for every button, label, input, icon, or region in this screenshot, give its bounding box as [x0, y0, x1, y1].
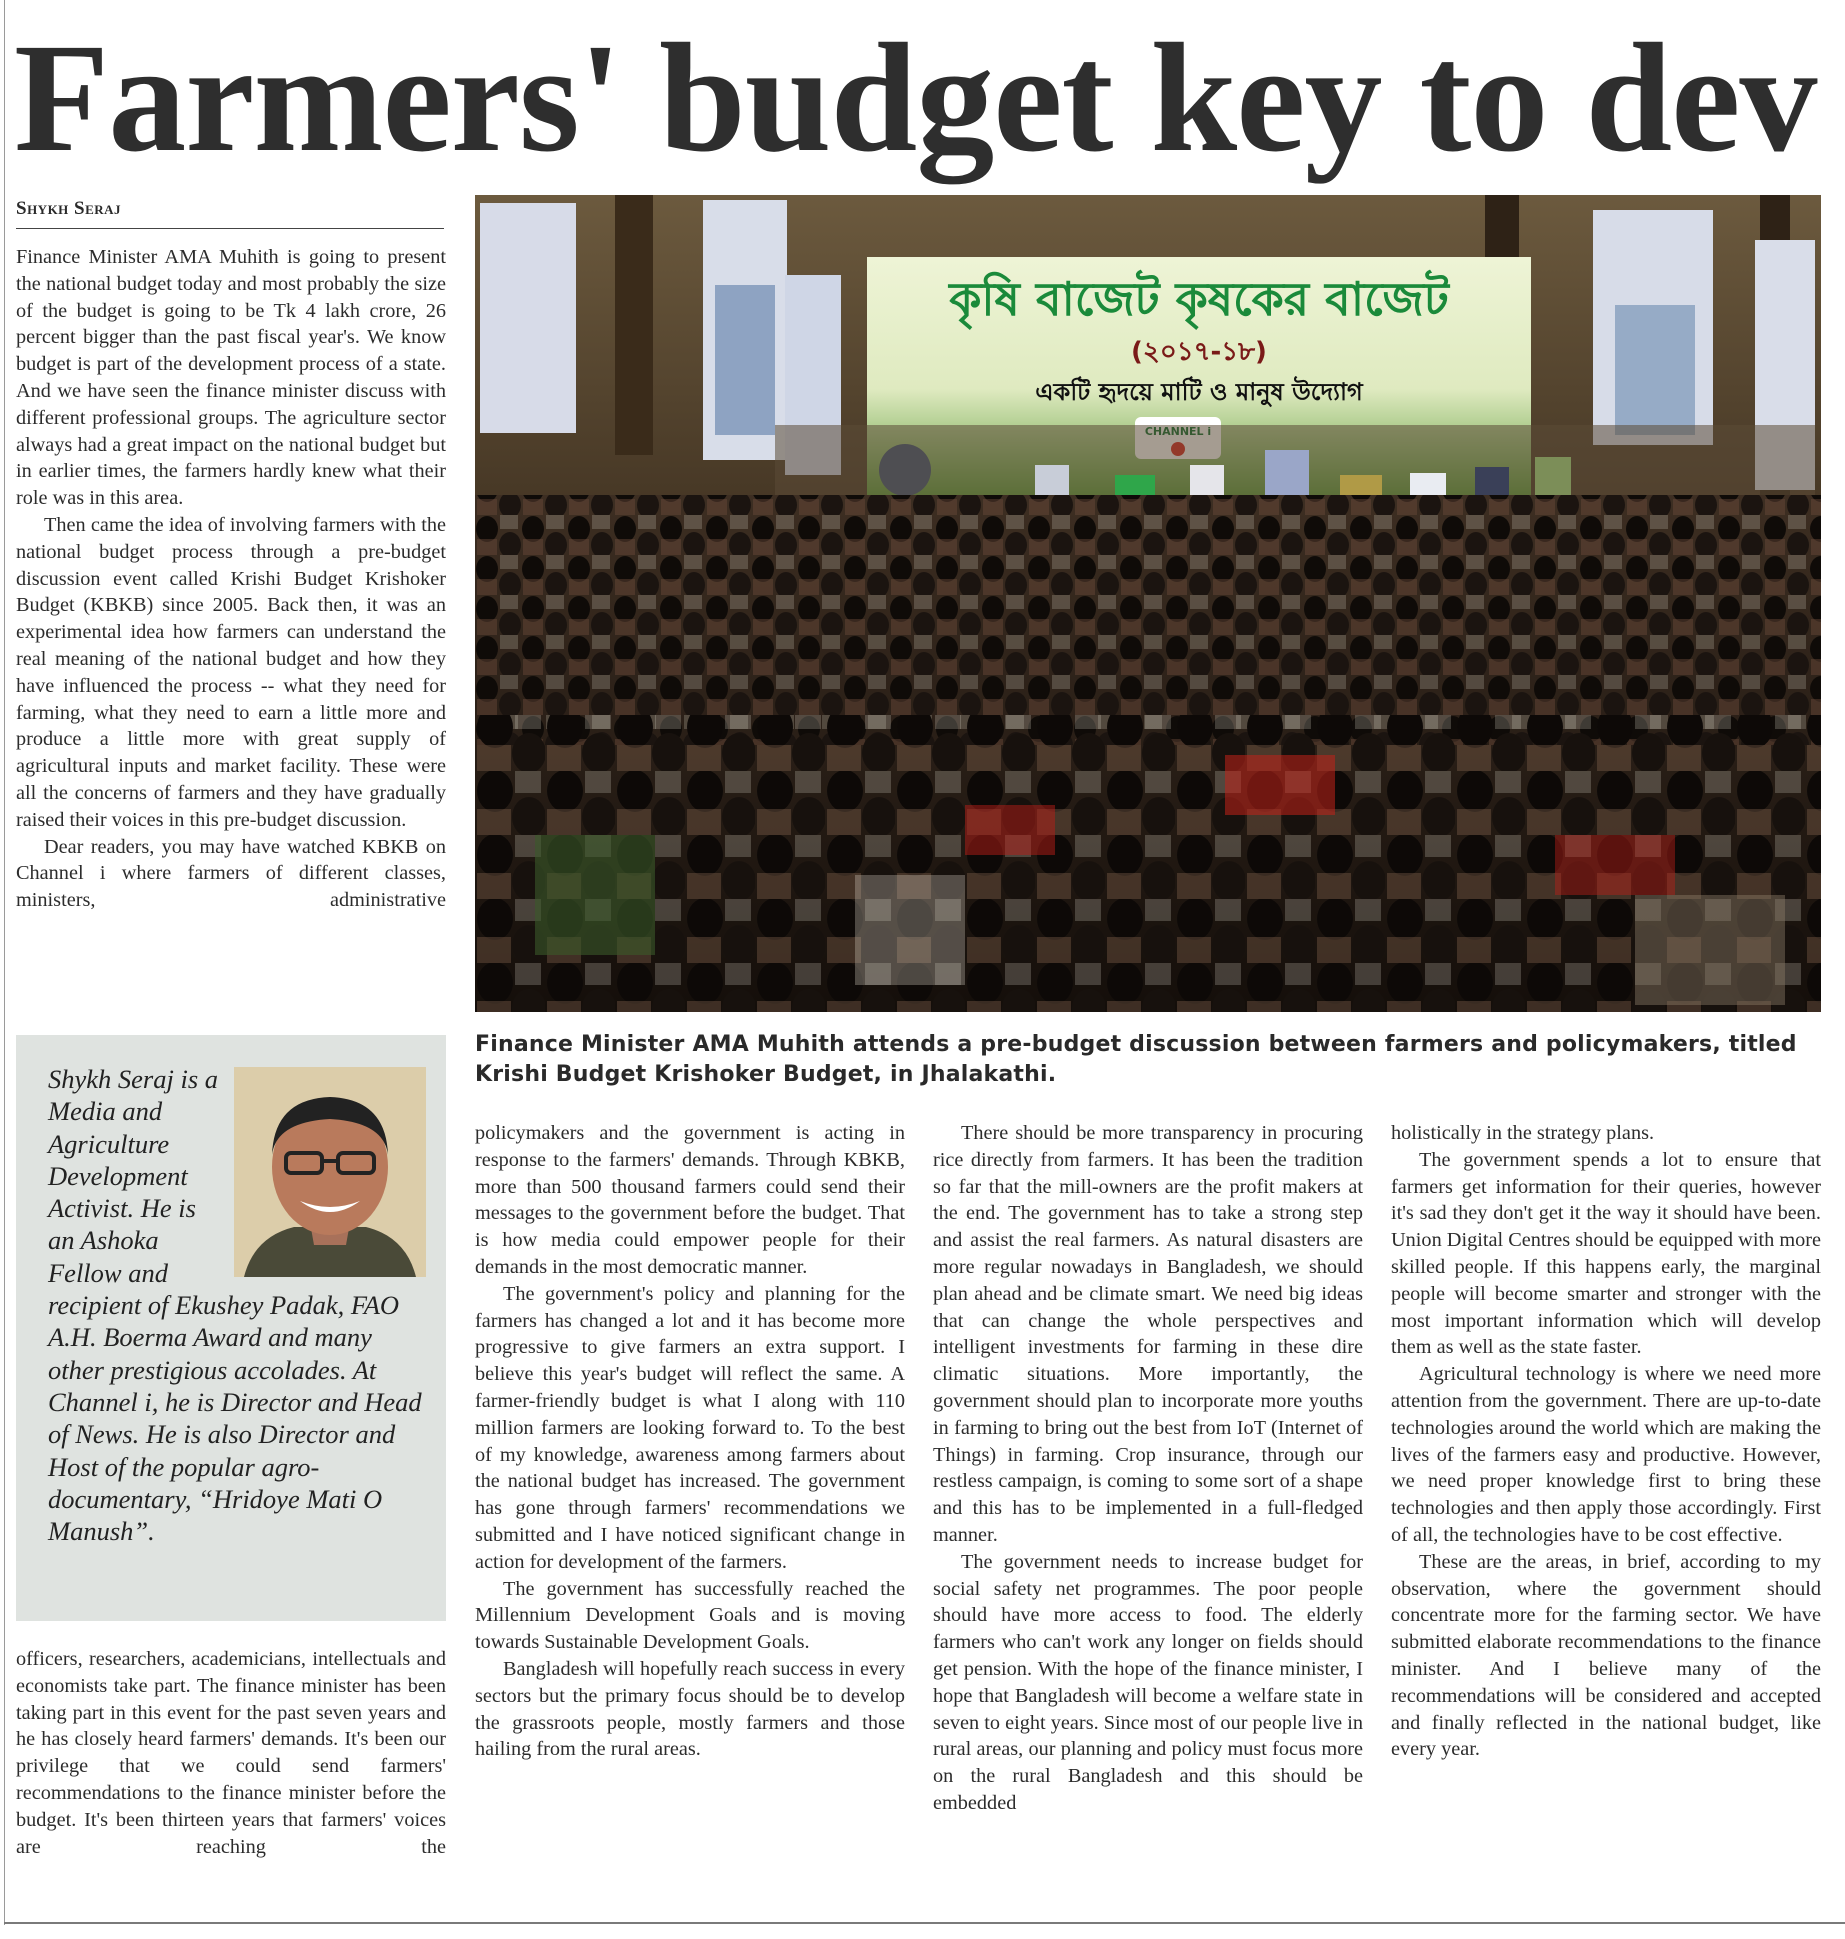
paragraph: Agricultural technology is where we need more attention from the government. There are up-to-date technologies around the world which are making the lives of the farmers easy and productive. However, we need proper knowledge first to bring these technologies and then apply those accordingly. First of all, the technologies have to be cost effective.: [1391, 1363, 1821, 1546]
paragraph: Finance Minister AMA Muhith is going to present the national budget today and most probably the size of the budget is going to be Tk 4 lakh crore, 26 percent bigger than the past fiscal year's. We know budget is part of the development process of a state. And we have seen the finance minister discuss with different professional groups. The agriculture sector always had a great impact on the national budget but in earlier times, the farmers hardly knew what their role was in this area.: [16, 246, 446, 510]
banner-initiative: একটি হৃদয়ে মাটি ও মানুষ উদ্যোগ: [1035, 378, 1363, 406]
paragraph: holistically in the strategy plans.: [1391, 1122, 1655, 1144]
byline: Shykh Seraj: [16, 198, 444, 229]
left-column-rule: [4, 0, 5, 1925]
author-bio-box: [16, 1035, 446, 1621]
paragraph: There should be more transparency in procuring rice directly from farmers. It has been the tradition so far that the mill-owners are the profit makers at the end. The government has to take a strong step and assist the real farmers. As natural disasters are more regular nowadays in Bangladesh, we should plan ahead and be climate smart. We need big ideas that can change the whole perspectives and intelligent investments for farming in these dire climatic situations. More importantly, the government should plan to incorporate more youths in farming to bring out the best from IoT (Internet of Things) in farming. Crop insurance, through our restless campaign, is coming to some sort of a shape and this has to be implemented in a full-fledged manner.: [933, 1122, 1363, 1546]
paragraph: These are the areas, in brief, according to my observation, where the government should concentrate more for the farming sector. We have submitted elaborate recommendations to the finance minister. And I believe many of the recommendations will be considered and accepted and finally reflected in the national budget, like every year.: [1391, 1550, 1821, 1761]
paragraph: Dear readers, you may have watched KBKB on Channel i where farmers of different classes, ministers, administrative: [16, 835, 446, 912]
paragraph: The government has successfully reached the Millennium Development Goals and is moving towards Sustainable Development Goals.: [475, 1577, 905, 1654]
bottom-page-rule: [4, 1922, 1845, 1924]
banner-year: (২০১৭-১৮): [1131, 337, 1267, 367]
photo-caption: Finance Minister AMA Muhith attends a pre-budget discussion between farmers and policymakers, titled Krishi Budget Krishoker Budget, in Jhalakathi.: [475, 1032, 1797, 1087]
paragraph: policymakers and the government is acting in response to the farmers' demands. Through KBKB, more than 500 thousand farmers could send their messages to the government before the budget. That is how media could empower people for their demands in the most democratic manner.: [475, 1122, 905, 1278]
paragraph: The government spends a lot to ensure that farmers get information for their queries, however it's sad they don't get it the way it should have been. Union Digital Centres should be equipped with more skilled people. If this happens early, the marginal people will become smarter and stronger with the most important information which will develop them as well as the state faster.: [1391, 1148, 1821, 1359]
paragraph: Bangladesh will hopefully reach success in every sectors but the primary focus should be to develop the grassroots people, mostly farmers and those hailing from the rural areas.: [475, 1657, 905, 1761]
article-column-1-top: [16, 244, 446, 1014]
paragraph: officers, researchers, academicians, intellectuals and economists take part. The finance minister has been taking part in this event for the past seven years and he has closely heard farmers' demands. It's been our privilege that we could send farmers' recommendations to the finance minister before the budget. It's been thirteen years that farmers' voices are reaching the: [16, 1648, 446, 1858]
article-column-2: [475, 1120, 905, 1910]
event-photo: [475, 195, 1821, 1012]
article-column-3: [933, 1120, 1363, 1910]
paragraph: The government's policy and planning for the farmers has changed a lot and it has become more progressive to give farmers an extra support. I believe this year's budget will reflect the same. A farmer-friendly budget is what I along with 110 million farmers are looking forward to. To the best of my knowledge, awareness among farmers about the national budget has increased. The government has gone through farmers' recommendations we submitted and I have noticed significant change in action for development of the farmers.: [475, 1282, 905, 1573]
headline: Farmers' budget key to dev: [14, 11, 1817, 184]
paragraph: The government needs to increase budget for social safety net programmes. The poor people should have more access to food. The elderly farmers who can't work any longer on fields should get pension. With the hope of the finance minister, I hope that Bangladesh will become a welfare state in seven to eight years. Since most of our people live in rural areas, our planning and policy must focus more on the rural Bangladesh and this should be embedded: [933, 1550, 1363, 1814]
article-column-1-bottom: [16, 1646, 446, 1908]
banner-title: কৃষি বাজেট কৃষকের বাজেট: [949, 272, 1449, 326]
paragraph: Then came the idea of involving farmers with the national budget process through a pre-budget discussion event called Krishi Budget Krishoker Budget (KBKB) since 2005. Back then, it was an experimental idea how farmers can understand the real meaning of the national budget and how they have influenced the process -- what they need for farming, what they need to earn a little more and produce a little more with great supply of agricultural inputs and market facility. These were all the concerns of farmers and they have gradually raised their voices in this pre-budget discussion.: [16, 513, 446, 831]
article-column-4: [1391, 1120, 1821, 1910]
author-bio-content: Shykh Seraj is a Media and Agriculture Development Activist. He is an Ashoka Fellow and recipient of Ekushey Padak, FAO A.H. Boerma Award and many other prestigious accolades. At Channel i, he is Director and Head of News. He is also Director and Host of the popular agro-documentary, “Hridoye Mati O Manush”.: [48, 1064, 422, 1547]
author-bio-text: [48, 1063, 432, 1547]
